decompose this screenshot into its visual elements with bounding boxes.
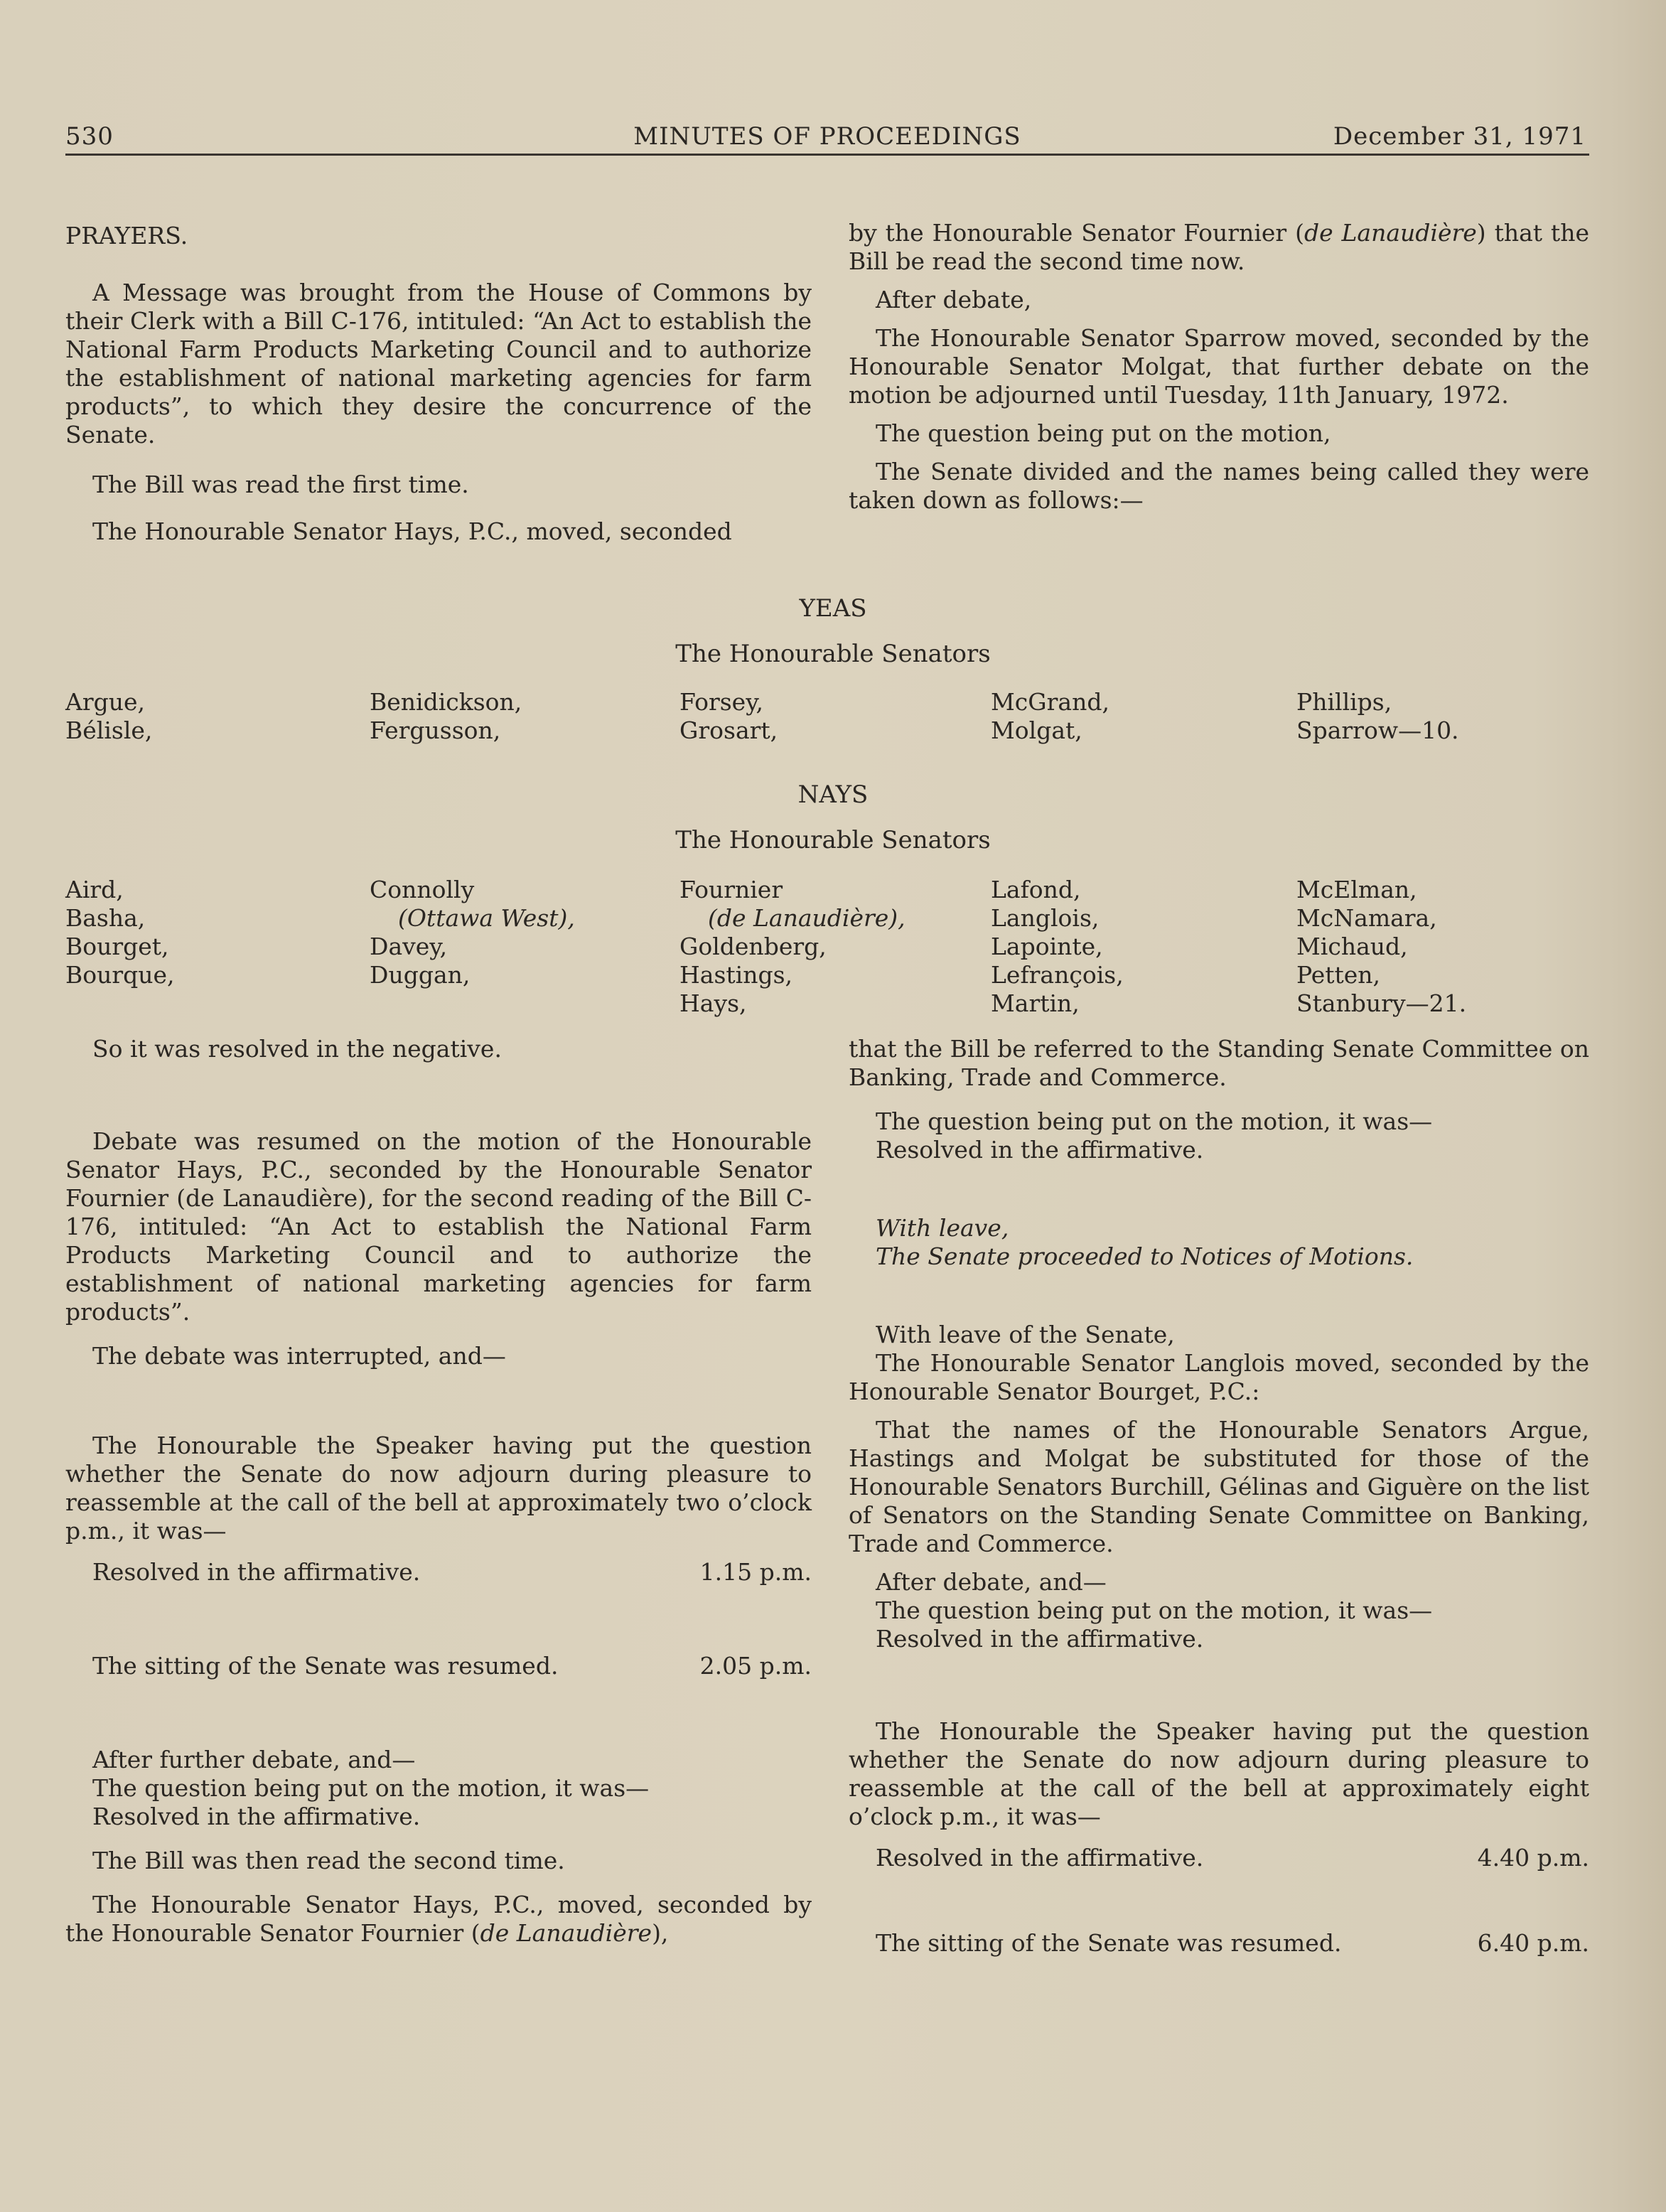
debate-resumed-paragraph: Debate was resumed on the motion of the Honourable Senator Hays, P.C., seconded by the Honourable Senator Fournier (de Lanaudière), for the second reading of the Bill C-176, intituled: “An Act to establish the National Farm Products Marketing Council and to authorize the establishment of national marketing agencies for farm products”.: [65, 1127, 812, 1326]
question-put-line-2: The question being put on the motion, it was—: [876, 1596, 1433, 1624]
sitting-resumed-line: The sitting of the Senate was resumed. 2.05 p.m.: [92, 1652, 812, 1680]
yeas-heading: YEAS: [799, 594, 867, 623]
senator-name: McGrand,: [991, 688, 1109, 716]
resolved-line-3: Resolved in the affirmative. 4.40 p.m.: [876, 1844, 1589, 1872]
hays-moved-second: The Honourable Senator Hays, P.C., moved, seconded by the Honourable Senator Fournier (de Lanaudière),: [65, 1891, 812, 1947]
senator-name: McElman,: [1296, 876, 1417, 903]
senator-name: Lefrançois,: [991, 961, 1124, 989]
nays-heading: NAYS: [797, 780, 869, 809]
senator-name: Langlois,: [991, 904, 1100, 932]
speaker-question-paragraph: The Honourable the Speaker having put the question whether the Senate do now adjourn during pleasure to reassemble at the call of the bell at approximately two o’clock p.m., it was—: [65, 1432, 812, 1545]
senator-name: Forsey,: [679, 688, 763, 716]
sitting-resumed-line: The sitting of the Senate was resumed. 6.40 p.m.: [876, 1929, 1589, 1957]
senator-name: Bourget,: [65, 933, 169, 960]
left-column-bottom: [65, 1035, 812, 1948]
question-put-line: The question being put on the motion, it was—: [876, 1107, 1433, 1135]
senator-name: Bourque,: [65, 961, 175, 989]
time-stamp: 2.05 p.m.: [699, 1652, 812, 1680]
yeas-column-3: [679, 688, 778, 745]
senator-name: Michaud,: [1296, 933, 1408, 960]
langlois-motion: The Honourable Senator Langlois moved, seconded by the Honourable Senator Bourget, P.C.:: [849, 1349, 1589, 1405]
question-put-line: The question being put on the motion, it was—: [92, 1774, 650, 1802]
senator-name: Davey,: [370, 933, 448, 960]
yeas-column-2: [370, 688, 522, 745]
time-stamp: 4.40 p.m.: [1477, 1844, 1589, 1872]
nays-column-4: [991, 876, 1124, 1018]
senator-name: Grosart,: [679, 716, 778, 744]
second-reading-motion: by the Honourable Senator Fournier (de Lanaudière) that the Bill be read the second time now.: [849, 219, 1589, 275]
nays-column-5: [1296, 876, 1466, 1018]
after-debate-line: After debate, and—: [876, 1568, 1107, 1596]
senator-name-qualifier: (de Lanaudière),: [708, 904, 905, 932]
substitution-paragraph: That the names of the Honourable Senators Argue, Hastings and Molgat be substituted for those of the Honourable Senators Burchill, Gélinas and Giguère on the list of Senators on the Standing Senate Committee on Banking, Trade and Commerce.: [849, 1416, 1589, 1557]
debate-interrupted: The debate was interrupted, and—: [92, 1342, 506, 1370]
resolved-line-2: Resolved in the affirmative.: [876, 1625, 1204, 1653]
question-put-paragraph: The question being put on the motion,: [876, 419, 1331, 447]
after-debate-paragraph: After debate,: [876, 286, 1032, 313]
resolved-line-1: Resolved in the affirmative. 1.15 p.m.: [92, 1558, 812, 1586]
resolved-negative: So it was resolved in the negative.: [92, 1035, 502, 1063]
senator-name: Hastings,: [679, 961, 793, 989]
header-date: December 31, 1971: [1333, 122, 1586, 151]
yeas-column-1: [65, 688, 152, 745]
senator-name: Molgat,: [991, 716, 1082, 744]
message-paragraph: A Message was brought from the House of Commons by their Clerk with a Bill C-176, intituled: “An Act to establish the National Farm Products Marketing Council and to authorize the establishment of national marketing agencies for farm products”, to which they desire the concurrence of the Senate.: [65, 279, 812, 449]
senate-divided-paragraph: The Senate divided and the names being called they were taken down as follows:—: [849, 458, 1589, 514]
senator-name: Sparrow—10.: [1296, 716, 1459, 744]
yeas-subheading: The Honourable Senators: [675, 640, 991, 668]
yeas-column-5: [1296, 688, 1459, 745]
notices-of-motions-line: The Senate proceeded to Notices of Motions.: [876, 1242, 1414, 1270]
senator-name: Benidickson,: [370, 688, 522, 716]
sparrow-motion-paragraph: The Honourable Senator Sparrow moved, seconded by the Honourable Senator Molgat, that further debate on the motion be adjourned until Tuesday, 11th January, 1972.: [849, 324, 1589, 409]
senator-name: Bélisle,: [65, 716, 153, 744]
nays-column-2: [370, 876, 575, 989]
senator-name: Fergusson,: [370, 716, 501, 744]
with-leave-line: With leave,: [876, 1214, 1009, 1242]
time-stamp: 6.40 p.m.: [1477, 1929, 1589, 1957]
hays-moved-paragraph: The Honourable Senator Hays, P.C., moved, seconded: [92, 517, 732, 545]
speaker-question-paragraph: The Honourable the Speaker having put the question whether the Senate do now adjourn during pleasure to reassemble at the call of the bell at approximately eight o’clock p.m., it was—: [849, 1717, 1589, 1830]
senator-name: Hays,: [679, 989, 747, 1017]
time-stamp: 1.15 p.m.: [699, 1558, 812, 1586]
nays-subheading: The Honourable Senators: [675, 826, 991, 854]
senator-name: Lafond,: [991, 876, 1081, 903]
referred-paragraph: that the Bill be referred to the Standing Senate Committee on Banking, Trade and Commerce.: [849, 1035, 1589, 1091]
senator-name: Petten,: [1296, 961, 1381, 989]
right-column-bottom: [849, 1035, 1589, 1958]
first-reading-paragraph: The Bill was read the first time.: [92, 471, 469, 498]
yeas-column-4: [991, 688, 1109, 745]
nays-column-3: [679, 876, 905, 1018]
senator-name: Lapointe,: [991, 933, 1103, 960]
senator-name: Phillips,: [1296, 688, 1392, 716]
senator-name: Aird,: [65, 876, 124, 903]
second-reading-line: The Bill was then read the second time.: [92, 1847, 565, 1874]
senator-name: Argue,: [65, 688, 146, 716]
resolved-line: Resolved in the affirmative.: [876, 1136, 1204, 1164]
after-further-debate: After further debate, and—: [92, 1746, 416, 1773]
page-number: 530: [65, 122, 114, 151]
nays-column-1: [65, 876, 175, 989]
senator-name: Duggan,: [370, 961, 471, 989]
senator-name: McNamara,: [1296, 904, 1437, 932]
senator-name: Goldenberg,: [679, 933, 827, 960]
with-leave-senate-line: With leave of the Senate,: [876, 1321, 1175, 1348]
right-column-top: [849, 219, 1589, 515]
senator-name: Fournier: [679, 876, 783, 903]
senator-name: Connolly: [370, 876, 475, 903]
senator-name-qualifier: (Ottawa West),: [398, 904, 575, 932]
running-title: MINUTES OF PROCEEDINGS: [633, 122, 1021, 151]
prayers-heading: PRAYERS.: [65, 222, 188, 249]
senator-name: Martin,: [991, 989, 1080, 1017]
page-header: [65, 119, 1589, 156]
senator-name: Basha,: [65, 904, 146, 932]
resolved-line-2: Resolved in the affirmative.: [92, 1803, 421, 1830]
left-column-top: [65, 222, 812, 546]
senator-name: Stanbury—21.: [1296, 989, 1467, 1017]
